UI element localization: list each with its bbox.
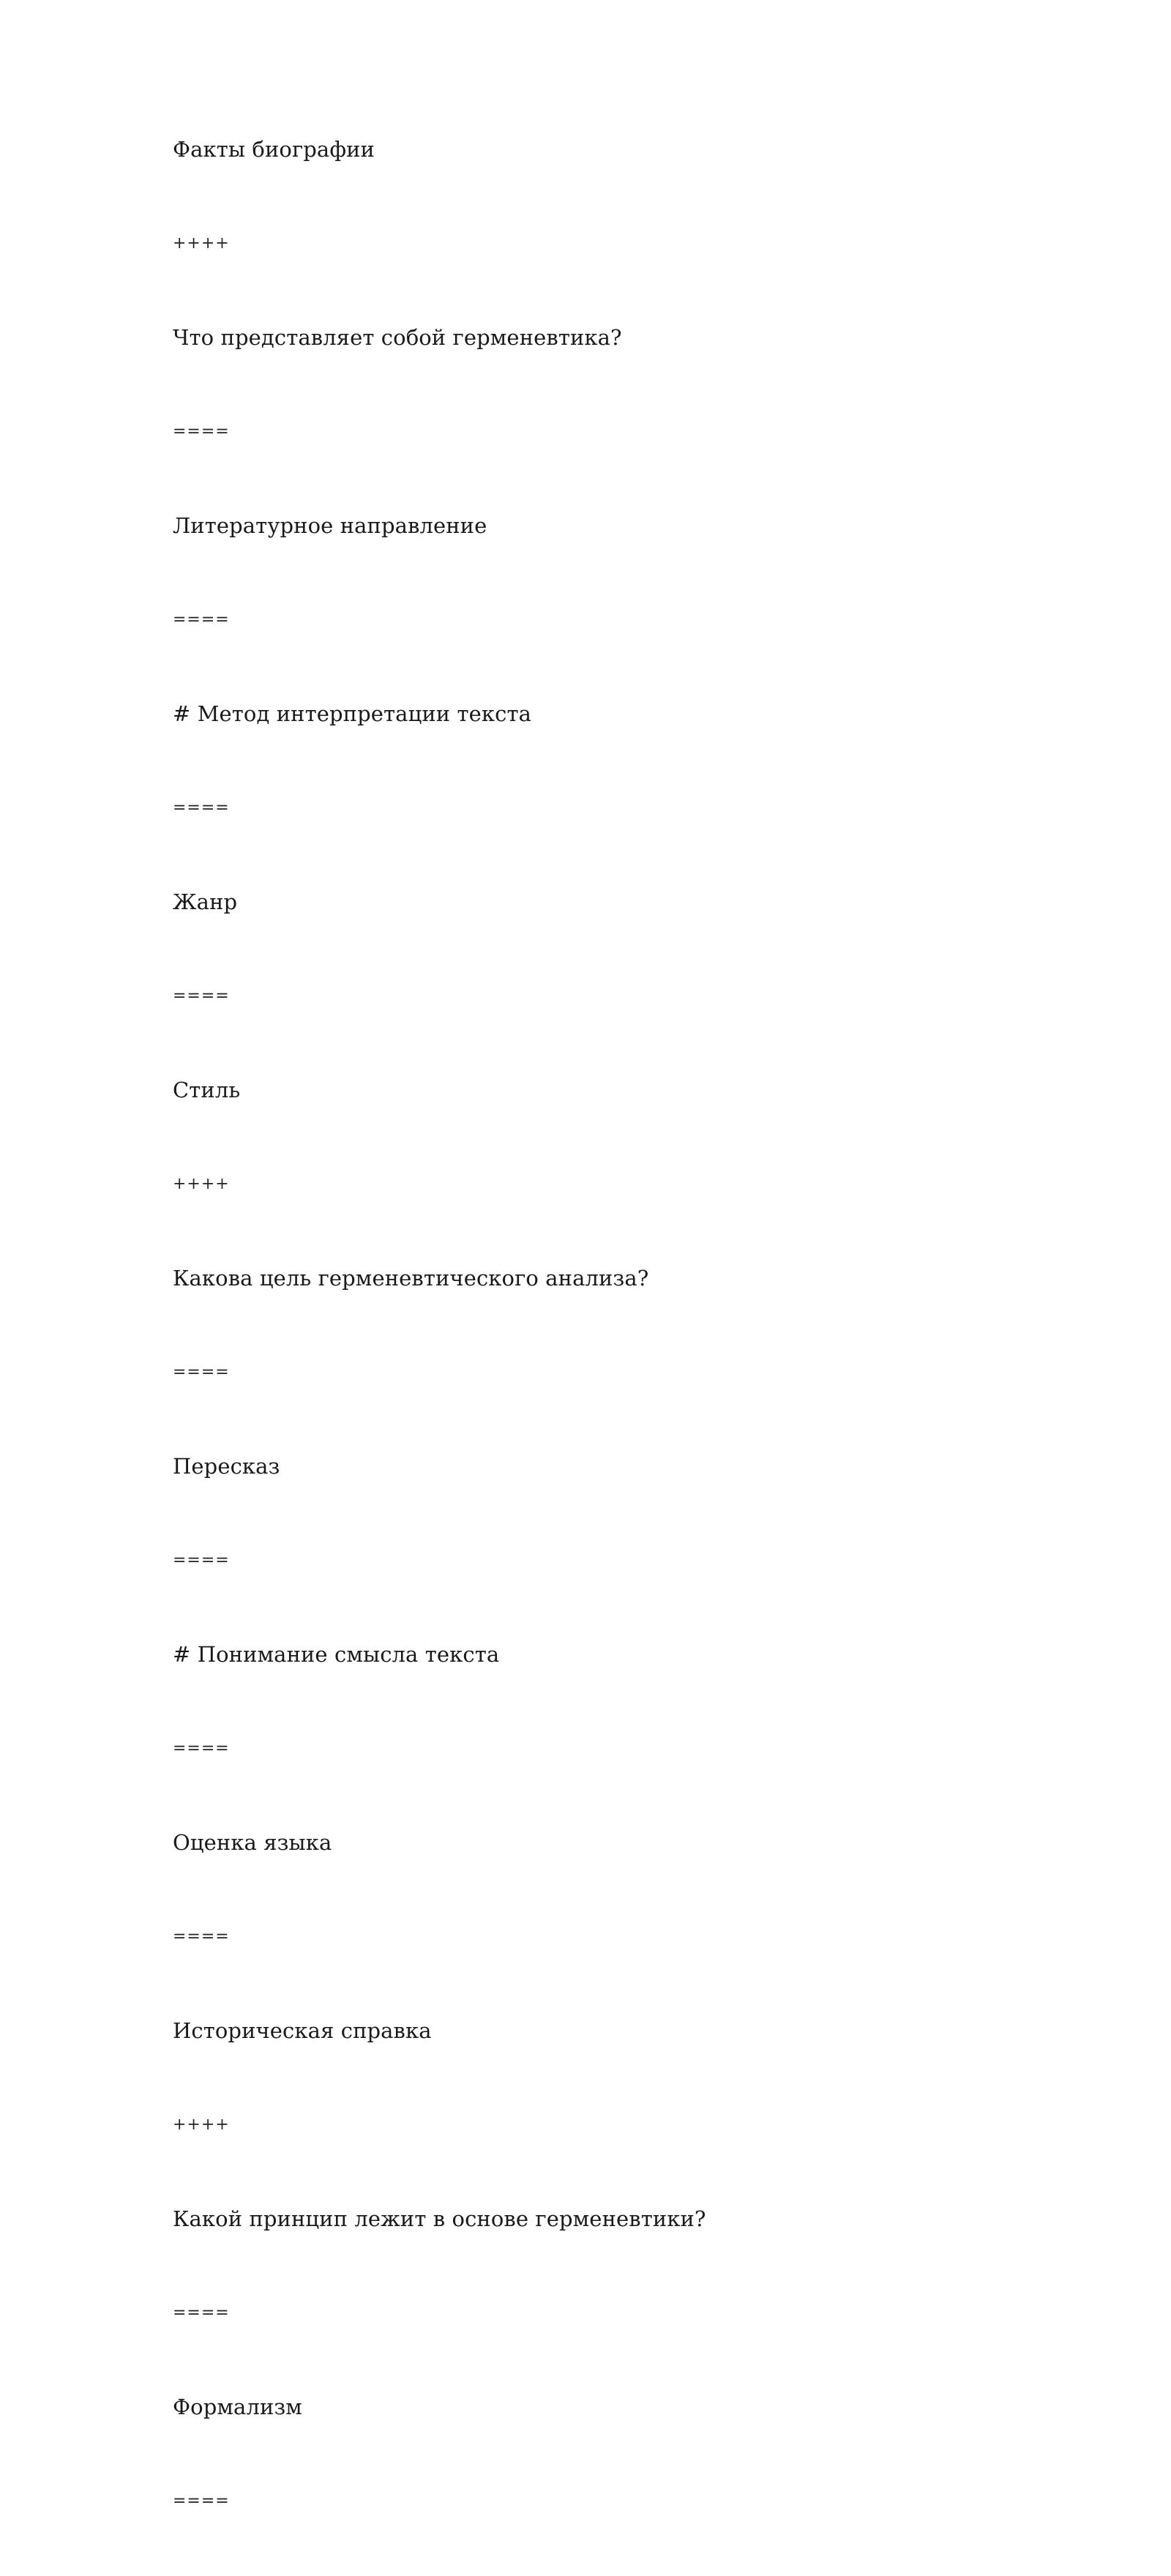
option-separator: ==== [173, 601, 706, 695]
option-separator: ==== [173, 1918, 706, 2012]
answer-option-line: Жанр [173, 883, 706, 977]
option-separator: ==== [173, 413, 706, 507]
question-line: Какова цель герменевтического анализа? [173, 1259, 706, 1354]
option-separator: ==== [173, 789, 706, 884]
question-separator: ++++ [173, 2106, 706, 2200]
answer-option-line: Факты биографии [173, 130, 706, 225]
option-separator: ==== [173, 977, 706, 1072]
answer-option-line: Оценка языка [173, 1823, 706, 1918]
question-line: Что представляет собой герменевтика? [173, 318, 706, 413]
answer-option-line: Стиль [173, 1071, 706, 1165]
correct-answer-line: # Понимание смысла текста [173, 1635, 706, 1730]
option-separator: ==== [173, 2294, 706, 2389]
question-separator: ++++ [173, 225, 706, 319]
answer-option-line: Формализм [173, 2388, 706, 2482]
question-line: Какой принцип лежит в основе герменевтики? [173, 2200, 706, 2294]
option-separator: ==== [173, 1542, 706, 1636]
document-body [173, 130, 706, 2576]
option-separator: ==== [173, 2482, 706, 2576]
answer-option-line: Историческая справка [173, 2012, 706, 2106]
question-separator: ++++ [173, 1165, 706, 1260]
answer-option-line: Пересказ [173, 1447, 706, 1542]
correct-answer-line: # Метод интерпретации текста [173, 695, 706, 789]
answer-option-line: Литературное направление [173, 507, 706, 601]
option-separator: ==== [173, 1730, 706, 1824]
option-separator: ==== [173, 1354, 706, 1448]
